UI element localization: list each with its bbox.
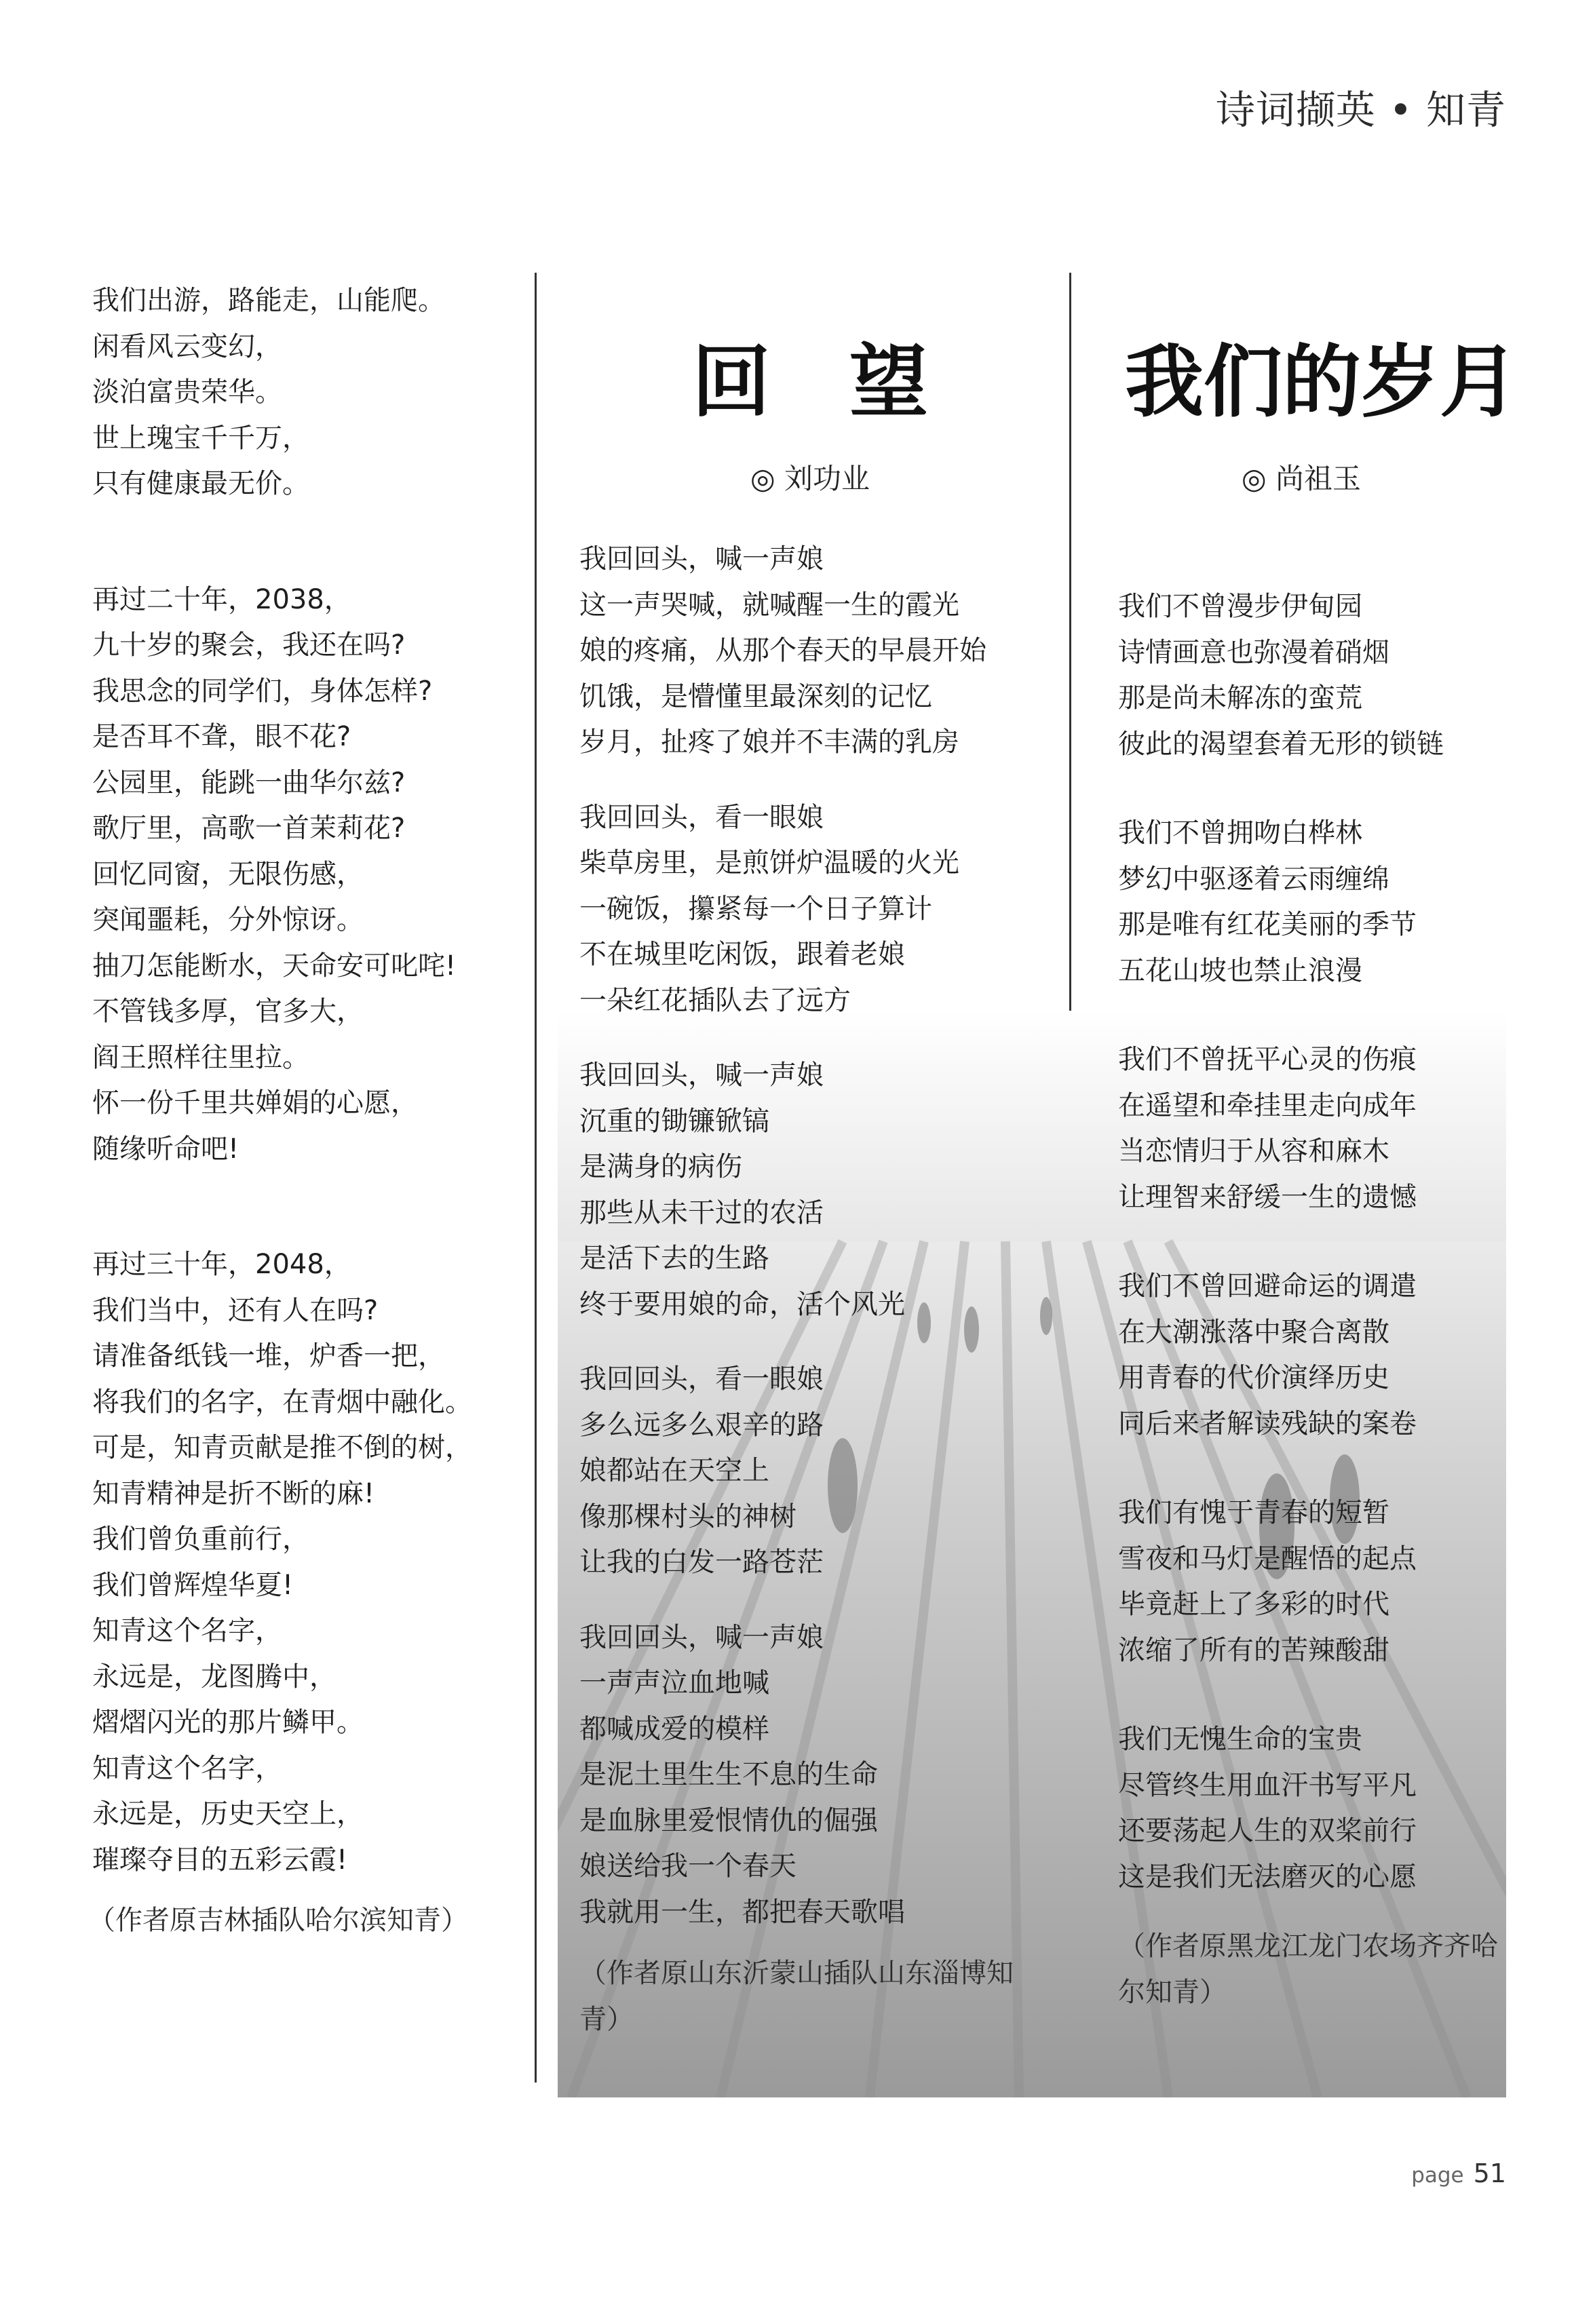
page-label: page <box>1411 2163 1464 2188</box>
poem-line: 终于要用娘的命，活个风光 <box>579 1288 905 1320</box>
poem-line: 我们出游，路能走，山能爬。 <box>92 285 445 316</box>
poem-line: 将我们的名字，在青烟中融化。 <box>92 1386 472 1418</box>
poem-line: 我们无愧生命的宝贵 <box>1118 1724 1362 1755</box>
poem-line: 我就用一生，都把春天歌唱 <box>579 1896 905 1928</box>
poem-line: 诗情画意也弥漫着硝烟 <box>1118 636 1389 668</box>
poem-line: 我回回头，看一眼娘 <box>579 1363 824 1395</box>
poem-line: 娘的疼痛，从那个春天的早晨开始 <box>579 635 986 666</box>
poem-line: 突闻噩耗，分外惊讶。 <box>92 904 364 935</box>
stanza-3 <box>579 1053 1041 1328</box>
poem-author: ◎ 刘功业 <box>750 462 870 495</box>
poem-line: 像那棵村头的神树 <box>579 1500 796 1532</box>
poem-line: 一朵红花插队去了远方 <box>579 984 851 1016</box>
poem-line: 在遥望和牵挂里走向成年 <box>1118 1089 1417 1121</box>
poem-line: 我们曾负重前行， <box>92 1524 309 1555</box>
poem-line: 那是唯有红花美丽的季节 <box>1118 909 1417 940</box>
poem-line: 回忆同窗，无限伤感， <box>92 858 364 890</box>
poem-line: 用青春的代价演绎历史 <box>1118 1362 1389 1393</box>
stanza-3 <box>92 1242 526 1883</box>
poem-line: 璀璨夺目的五彩云霞! <box>92 1844 348 1876</box>
poem-line: 我们有愧于青春的短暂 <box>1118 1497 1389 1528</box>
poem-line: 让我的白发一路苍茫 <box>579 1547 824 1578</box>
poem-line: 我们不曾漫步伊甸园 <box>1118 591 1362 622</box>
poem-line: 雪夜和马灯是醒悟的起点 <box>1118 1543 1417 1574</box>
poem-title: 我们的岁月 <box>1125 336 1518 428</box>
stanza-3 <box>1118 1037 1512 1220</box>
poem-line: 还要荡起人生的双桨前行 <box>1118 1815 1417 1846</box>
poem-line: 这是我们无法磨灭的心愿 <box>1118 1861 1417 1893</box>
poem-line: 公园里，能跳一曲华尔兹? <box>92 767 406 798</box>
column-divider-left <box>535 273 537 2083</box>
stanza-6 <box>1118 1717 1512 1900</box>
poem-line: 多么远多么艰辛的路 <box>579 1409 824 1441</box>
stanza-2 <box>579 795 1041 1024</box>
poem-line: 彼此的渴望套着无形的锁链 <box>1118 728 1444 760</box>
poem-column-middle <box>579 319 1041 2042</box>
poem-line: 是血脉里爱恨情仇的倔强 <box>579 1804 878 1836</box>
poem-line: 再过二十年，2038， <box>92 583 351 615</box>
poem-line: 怀一份千里共婵娟的心愿， <box>92 1087 418 1119</box>
poem-line: 我们当中，还有人在吗? <box>92 1294 379 1326</box>
poem-line: 岁月，扯疼了娘并不丰满的乳房 <box>579 727 959 758</box>
poem-line: 只有健康最无价。 <box>92 468 309 499</box>
poem-line: 柴草房里，是煎饼炉温暖的火光 <box>579 847 959 878</box>
stanza-1 <box>579 537 1041 766</box>
poem-line: 我思念的同学们，身体怎样? <box>92 675 433 707</box>
poem-line: 在大潮涨落中聚合离散 <box>1118 1316 1389 1348</box>
page-number-value: 51 <box>1473 2158 1506 2188</box>
poem-line: 我们不曾拥吻白桦林 <box>1118 817 1362 849</box>
stanza-1 <box>92 278 526 507</box>
poem-line: 我回回头，喊一声娘 <box>579 1060 824 1091</box>
poem-line: 毕竟赶上了多彩的时代 <box>1118 1589 1389 1620</box>
poem-line: 九十岁的聚会，我还在吗? <box>92 630 406 661</box>
author-note: （作者原黑龙江龙门农场齐齐哈尔知青） <box>1118 1931 1498 2008</box>
poem-line: 让理智来舒缓一生的遗憾 <box>1118 1181 1417 1213</box>
section-header: 诗词撷英 • 知青 <box>1215 87 1506 133</box>
poem-line: 随缘听命吧! <box>92 1133 239 1165</box>
poem-line: 知青精神是折不断的麻! <box>92 1477 375 1509</box>
poem-line: 我们不曾回避命运的调遣 <box>1118 1271 1417 1302</box>
poem-line: 我回回头，看一眼娘 <box>579 801 824 833</box>
author-note: （作者原吉林插队哈尔滨知青） <box>88 1905 468 1936</box>
stanza-5 <box>1118 1490 1512 1673</box>
poem-line: 是否耳不聋，眼不花? <box>92 721 351 752</box>
stanza-4 <box>579 1357 1041 1586</box>
poem-line: 我们不曾抚平心灵的伤痕 <box>1118 1044 1417 1075</box>
poem-line: 我们曾辉煌华夏! <box>92 1569 294 1601</box>
poem-line: 抽刀怎能断水，天命安可叱咤! <box>92 950 457 982</box>
poem-line: 永远是，历史天空上， <box>92 1798 364 1829</box>
poem-line: 世上瑰宝千千万， <box>92 422 309 454</box>
poem-author: ◎ 尚祖玉 <box>1242 462 1361 495</box>
poem-line: 娘都站在天空上 <box>579 1455 769 1486</box>
stanza-5 <box>579 1615 1041 1936</box>
poem-line: 我回回头，喊一声娘 <box>579 1621 824 1653</box>
poem-line: 当恋情归于从容和麻木 <box>1118 1136 1389 1167</box>
poem-line: 请准备纸钱一堆，炉香一把， <box>92 1340 445 1372</box>
poem-line: 知青这个名字， <box>92 1752 282 1784</box>
poem-line: 那些从未干过的农活 <box>579 1197 824 1228</box>
page-number <box>1411 2158 1506 2188</box>
poem-line: 浓缩了所有的苦辣酸甜 <box>1118 1634 1389 1666</box>
author-note: （作者原山东沂蒙山插队山东淄博知青） <box>579 1958 1014 2035</box>
poem-line: 淡泊富贵荣华。 <box>92 376 282 408</box>
poem-title: 回 望 <box>692 336 928 428</box>
poem-line: 一声声泣血地喊 <box>579 1667 769 1699</box>
poem-line: 不管钱多厚，官多大， <box>92 996 364 1027</box>
poem-column-left <box>88 278 526 1943</box>
poem-line: 是活下去的生路 <box>579 1243 769 1274</box>
poem-line: 我回回头，喊一声娘 <box>579 543 824 575</box>
poem-line: 五花山坡也禁止浪漫 <box>1118 954 1362 986</box>
poem-line: 一碗饭，攥紧每一个日子算计 <box>579 893 932 925</box>
poem-line: 尽管终生用血汗书写平凡 <box>1118 1769 1417 1801</box>
poem-line: 那是尚未解冻的蛮荒 <box>1118 682 1362 714</box>
poem-line: 可是，知青贡献是推不倒的树， <box>92 1432 472 1463</box>
poem-line: 歌厅里，高歌一首茉莉花? <box>92 813 406 844</box>
poem-line: 永远是，龙图腾中， <box>92 1661 337 1692</box>
poem-line: 沉重的锄镰锨镐 <box>579 1105 769 1137</box>
poem-line: 不在城里吃闲饭，跟着老娘 <box>579 939 905 970</box>
poem-line: 闲看风云变幻， <box>92 330 282 362</box>
poem-line: 这一声哭喊，就喊醒一生的霞光 <box>579 589 959 621</box>
stanza-1 <box>1118 584 1512 767</box>
poem-line: 同后来者解读残缺的案卷 <box>1118 1408 1417 1439</box>
stanza-2 <box>92 577 526 1173</box>
poem-line: 是满身的病伤 <box>579 1151 742 1182</box>
stanza-2 <box>1118 811 1512 994</box>
poem-line: 是泥土里生生不息的生命 <box>579 1759 878 1790</box>
poem-line: 娘送给我一个春天 <box>579 1851 796 1882</box>
poem-line: 饥饿，是懵懂里最深刻的记忆 <box>579 680 932 712</box>
poem-column-right <box>1118 319 1518 2015</box>
poem-line: 知青这个名字， <box>92 1615 282 1646</box>
poem-line: 熠熠闪光的那片鳞甲。 <box>92 1707 364 1738</box>
poem-line: 再过三十年，2048， <box>92 1249 351 1280</box>
poem-line: 都喊成爱的模样 <box>579 1713 769 1745</box>
poem-line: 梦幻中驱逐着云雨缠绵 <box>1118 863 1389 895</box>
stanza-4 <box>1118 1264 1512 1447</box>
poem-line: 阎王照样往里拉。 <box>92 1041 309 1073</box>
